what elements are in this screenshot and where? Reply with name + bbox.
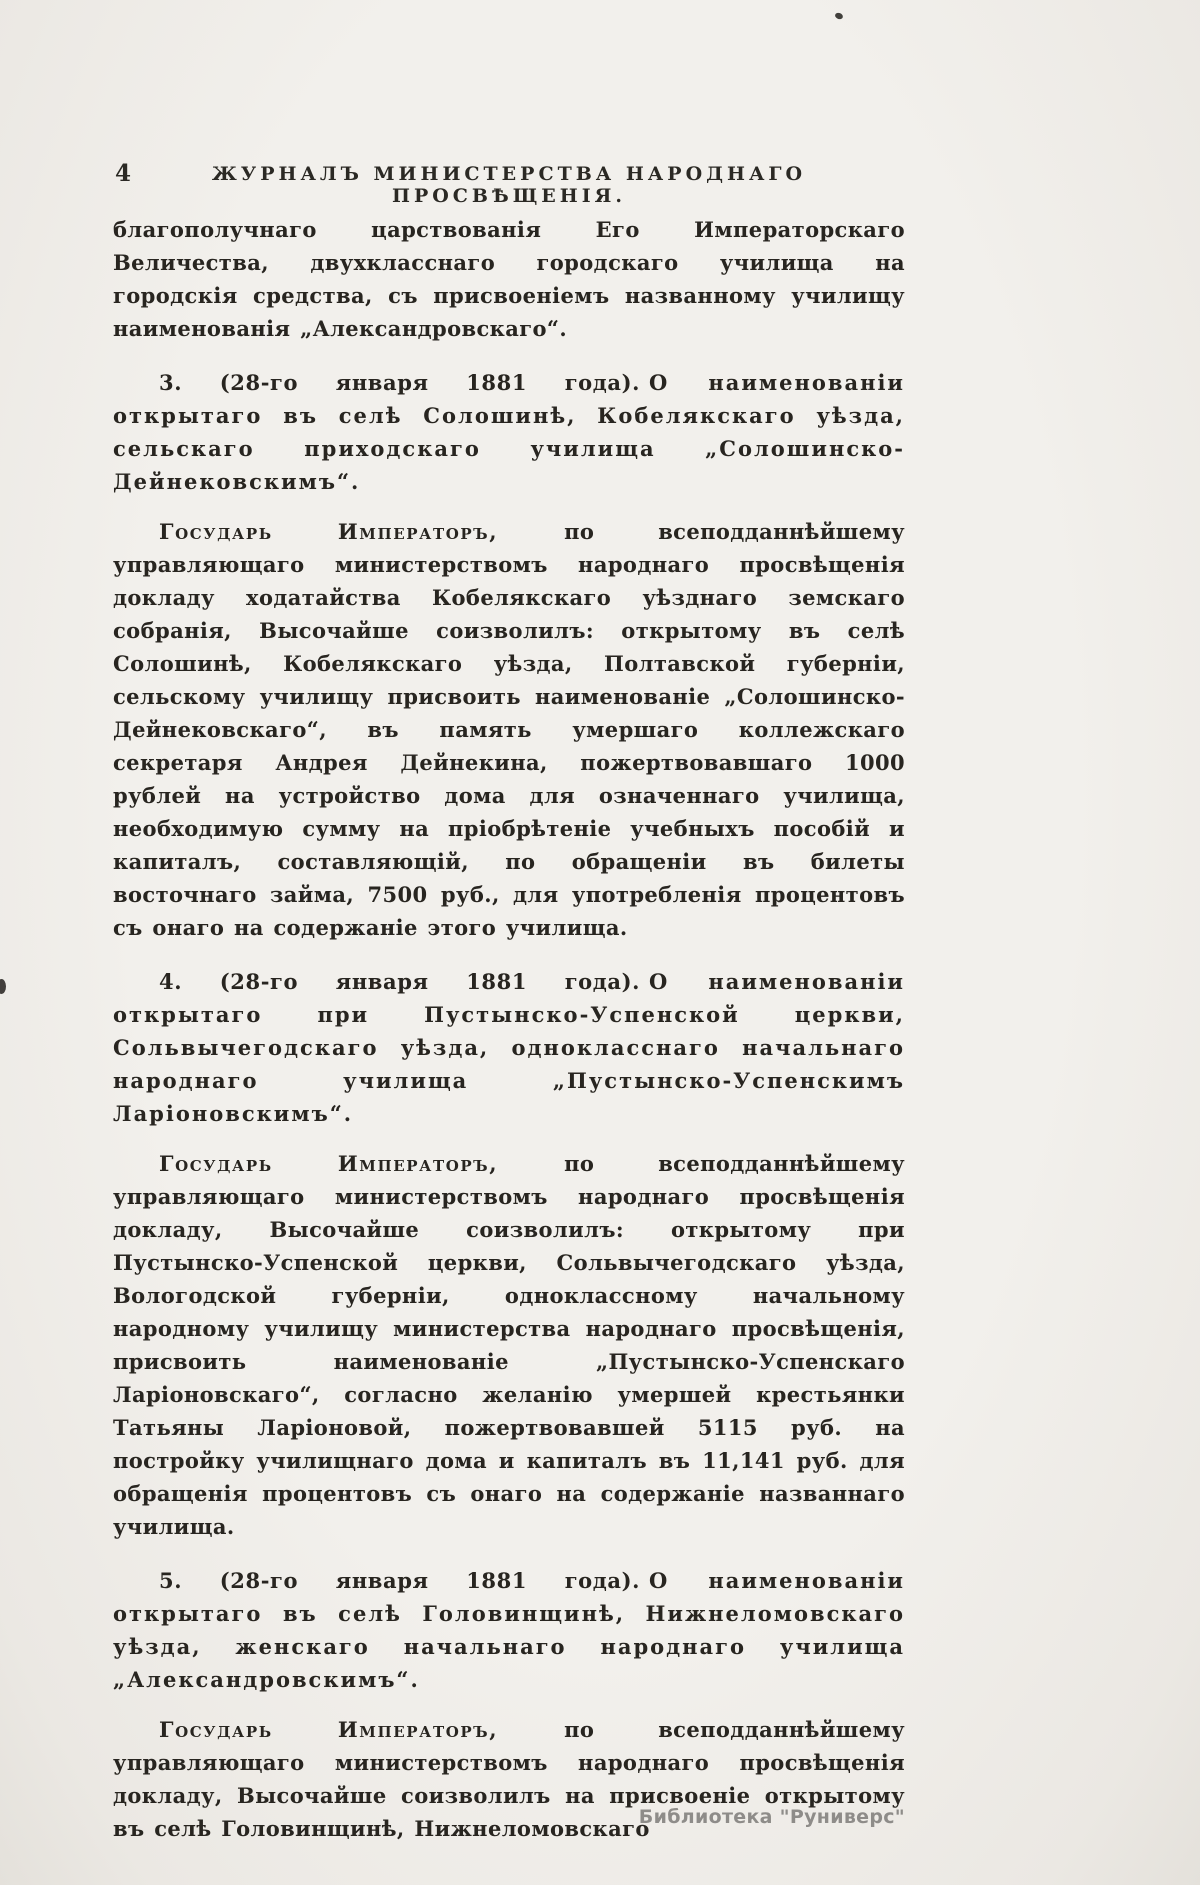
imperial-lead: Государь Императоръ, (159, 1151, 499, 1176)
page-number: 4 (115, 160, 132, 187)
section-3-number-date: 3. (28-го января 1881 года). (159, 370, 641, 395)
library-watermark: Библиотека "Руниверс" (638, 1806, 905, 1828)
section-3-title: О наименованіи открытаго въ селѣ Солошинѣ, Кобелякскаго уѣзда, сельскаго приходскаго училища „Солошинско-Дейнековскимъ“. (113, 370, 906, 494)
section-5-heading (113, 1564, 905, 1696)
section-4-paragraph (113, 1147, 905, 1543)
section-3-heading (113, 366, 905, 498)
section-4-heading (113, 965, 905, 1130)
imperial-lead: Государь Императоръ, (159, 1717, 499, 1742)
section-5-number-date: 5. (28-го января 1881 года). (159, 1568, 641, 1593)
journal-title: ЖУРНАЛЪ МИНИСТЕРСТВА НАРОДНАГО ПРОСВѢЩЕНІЯ. (211, 163, 807, 207)
paragraph-continuation: благополучнаго царствованія Его Императорскаго Величества, двухкласснаго городскаго училища на городскія средства, съ присвоеніемъ названному училищу наименованія „Александровскаго“. (113, 217, 905, 341)
paragraph-text: по всеподданнѣйшему управляющаго министерствомъ народнаго просвѣщенія докладу, Высочайше соизволилъ: открытому при Пустынско-Успенской церкви, Сольвычегодскаго уѣзда, Вологодской губерніи, одноклассному начальному народному училищу министерства народнаго просвѣщенія, присвоить наименованіе „Пустынско-Успенскаго Ларіоновскаго“, согласно желанію умершей крестьянки Татьяны Ларіоновой, пожертвовавшей 5115 руб. на постройку училищнаго дома и капиталъ въ 11,141 руб. для обращенія процентовъ съ онаго на содержаніе названнаго училища. (113, 1151, 906, 1539)
text-column (113, 213, 905, 1862)
paragraph-text: по всеподданнѣйшему управляющаго министерствомъ народнаго просвѣщенія докладу ходатайства Кобелякскаго уѣзднаго земскаго собранія, Высочайше соизволилъ: открытому въ селѣ Солошинѣ, Кобелякскаго уѣзда, Полтавской губерніи, сельскому училищу присвоить наименованіе „Солошинско-Дейнековскаго“, въ память умершаго коллежскаго секретаря Андрея Дейнекина, пожертвовавшаго 1000 рублей на устройство дома для означеннаго училища, необходимую сумму на пріобрѣтеніе учебныхъ пособій и капиталъ, составляющій, по обращеніи въ билеты восточнаго займа, 7500 руб., для употребленія процентовъ съ онаго на содержаніе этого училища. (113, 519, 906, 940)
section-4-number-date: 4. (28-го января 1881 года). (159, 969, 641, 994)
scan-speck (0, 979, 6, 994)
paragraph-text: по всеподданнѣйшему управляющаго министерствомъ народнаго просвѣщенія докладу, Высочайше соизволилъ на присвоеніе открытому въ селѣ Головинщинѣ, Нижнеломовскаго (113, 1717, 906, 1841)
section-3-paragraph (113, 515, 905, 944)
section-5-title: О наименованіи открытаго въ селѣ Головинщинѣ, Нижнеломовскаго уѣзда, женскаго начальнаго народнаго училища „Александровскимъ“. (113, 1568, 906, 1692)
section-4-title: О наименованіи открытаго при Пустынско-Успенской церкви, Сольвычегодскаго уѣзда, однокласснаго начальнаго народнаго училища „Пустынско-Успенскимъ Ларіоновскимъ“. (113, 969, 906, 1126)
scan-speck (834, 12, 844, 20)
imperial-lead: Государь Императоръ, (159, 519, 499, 544)
page-header (113, 160, 905, 207)
